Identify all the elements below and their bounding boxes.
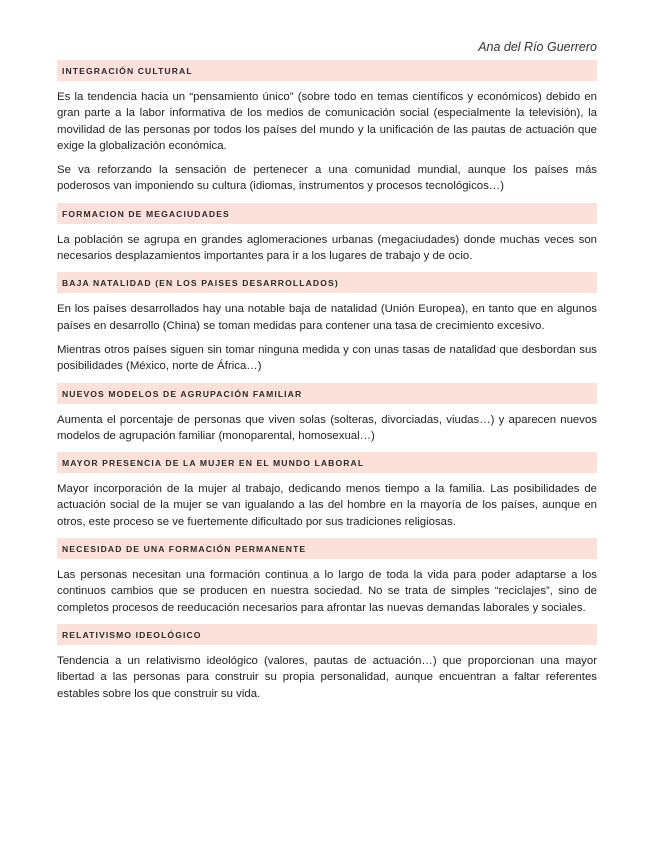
section-paragraph: Es la tendencia hacia un “pensamiento único” (sobre todo en temas científicos y económicos) debido en gran parte a la labor informativa de los medios de comunicación social (especialmente la televisión), la movilidad de las personas por todos los países del mundo y la unificación de las pautas de actuación que exige la globalización económica. <box>57 91 597 152</box>
section <box>57 452 597 530</box>
author-header: Ana del Río Guerrero <box>478 40 597 54</box>
section-paragraph: Las personas necesitan una formación continua a lo largo de toda la vida para poder adaptarse a los continuos cambios que se producen en nuestra sociedad. No se trata de simples “reciclajes”, sino de completos procesos de reeducación necesarios para afrontar las nuevas demandas laborales y sociales. <box>57 569 597 614</box>
section-header: NECESIDAD DE UNA FORMACIÓN PERMANENTE <box>57 538 597 559</box>
section-header: MAYOR PRESENCIA DE LA MUJER EN EL MUNDO LABORAL <box>57 452 597 473</box>
section-header: INTEGRACIÓN CULTURAL <box>57 60 597 81</box>
section-paragraph: La población se agrupa en grandes aglomeraciones urbanas (megaciudades) donde muchas veces son necesarios desplazamientos importantes para ir a los lugares de trabajo y de ocio. <box>57 233 597 263</box>
section-paragraph: Mayor incorporación de la mujer al trabajo, dedicando menos tiempo a la familia. Las posibilidades de actuación social de la mujer se van igualando a las del hombre en la mayoría de los países, aunque en otros, este proceso se ve fuertemente dificultado por sus tradiciones religiosas. <box>57 483 597 528</box>
section <box>57 624 597 702</box>
section-paragraph: Se va reforzando la sensación de pertenecer a una comunidad mundial, aunque los países más poderosos van imponiendo su cultura (idiomas, instrumentos y procesos tecnológicos…) <box>57 164 597 193</box>
section-paragraph: En los países desarrollados hay una notable baja de natalidad (Unión Europea), en tanto que en algunos países en desarrollo (China) se toman medidas para contener una tasa de crecimiento excesivo. <box>57 303 597 332</box>
section <box>57 60 597 195</box>
section-header: NUEVOS MODELOS DE AGRUPACIÓN FAMILIAR <box>57 383 597 404</box>
section-paragraph: Mientras otros países siguen sin tomar ninguna medida y con unas tasas de natalidad que desbordan sus posibilidades (México, norte de África…) <box>57 343 597 373</box>
section <box>57 203 597 265</box>
section-header: FORMACION DE MEGACIUDADES <box>57 203 597 224</box>
section-paragraph: Aumenta el porcentaje de personas que viven solas (solteras, divorciadas, viudas…) y aparecen nuevos modelos de agrupación familiar (monoparental, homosexual…) <box>57 413 597 442</box>
section-header: BAJA NATALIDAD (EN LOS PAISES DESARROLLADOS) <box>57 272 597 293</box>
section <box>57 272 597 374</box>
section <box>57 383 597 445</box>
document-body <box>57 60 597 710</box>
section-header: RELATIVISMO IDEOLÓGICO <box>57 624 597 645</box>
section-paragraph: Tendencia a un relativismo ideológico (valores, pautas de actuación…) que proporcionan una mayor libertad a las personas para construir su propia personalidad, aunque encuentran a faltar referentes estables sobre los que construir su vida. <box>57 654 597 700</box>
section <box>57 538 597 616</box>
